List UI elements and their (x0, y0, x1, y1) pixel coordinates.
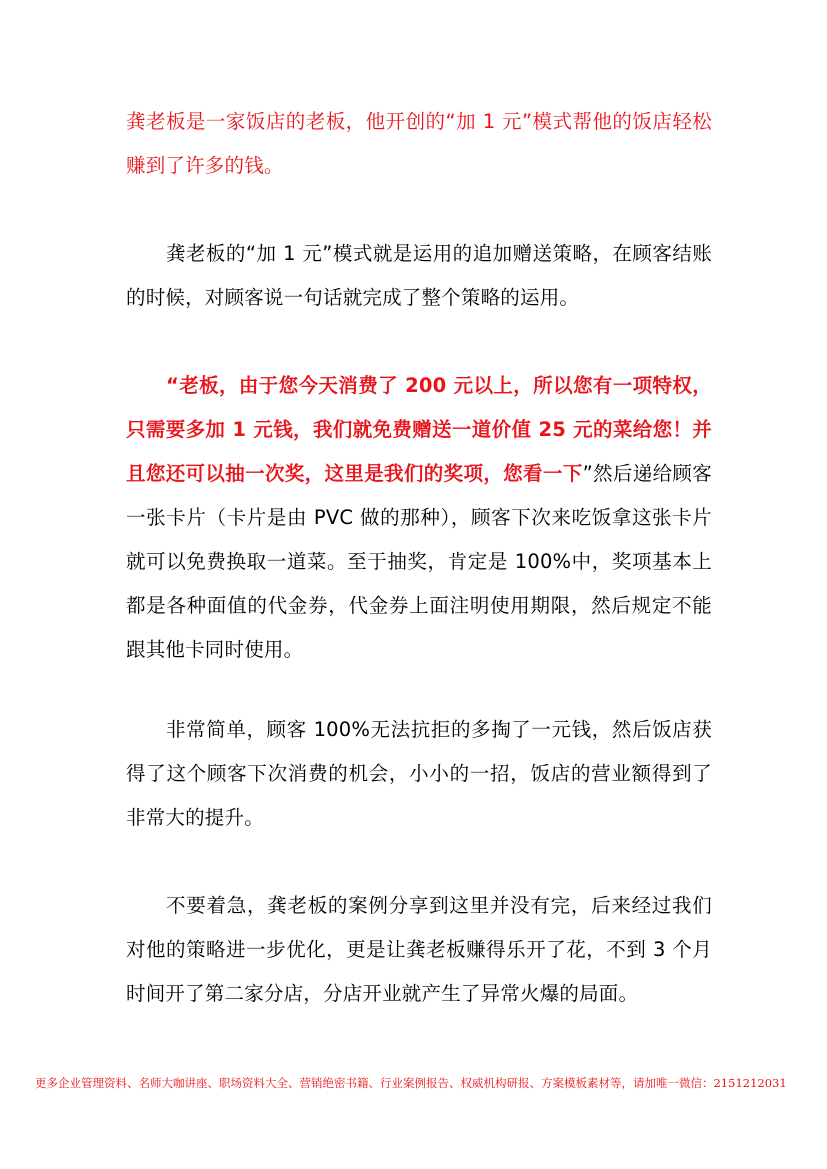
quote-highlight: “老板，由于您今天消费了 200 元以上，所以您有一项特权，只需要多加 1 元钱，我们就免费赠送一道价值 25 元的菜给您！并且您还可以抽一次奖，这里是我们的奖项，您看一下 (126, 374, 712, 485)
footer-promo-text: 更多企业管理资料、名师大咖讲座、职场资料大全、营销绝密书籍、行业案例报告、权威机构研报、方案模板素材等，请加唯一微信：2151212031 (35, 1076, 787, 1090)
strategy-paragraph: 龚老板的“加 1 元”模式就是运用的追加赠送策略，在顾客结账的时候，对顾客说一句话就完成了整个策略的运用。 (126, 242, 712, 309)
quote-continuation: ”然后递给顾客一张卡片（卡片是由 PVC 做的那种），顾客下次来吃饭拿这张卡片就可以免费换取一道菜。至于抽奖，肯定是 100%中，奖项基本上都是各种面值的代金券，代金券上面注明使用期限，然后规定不能跟其他卡同时使用。 (126, 462, 712, 661)
followup-paragraph: 不要着急，龚老板的案例分享到这里并没有完，后来经过我们对他的策略进一步优化，更是让龚老板赚得乐开了花，不到 3 个月时间开了第二家分店，分店开业就产生了异常火爆的局面。 (126, 894, 712, 1005)
intro-paragraph: 龚老板是一家饭店的老板，他开创的“加 1 元”模式帮他的饭店轻松赚到了许多的钱。 (126, 110, 712, 177)
result-paragraph: 非常简单，顾客 100%无法抗拒的多掏了一元钱，然后饭店获得了这个顾客下次消费的机会，小小的一招，饭店的营业额得到了非常大的提升。 (126, 718, 712, 829)
quote-paragraph (126, 364, 712, 672)
